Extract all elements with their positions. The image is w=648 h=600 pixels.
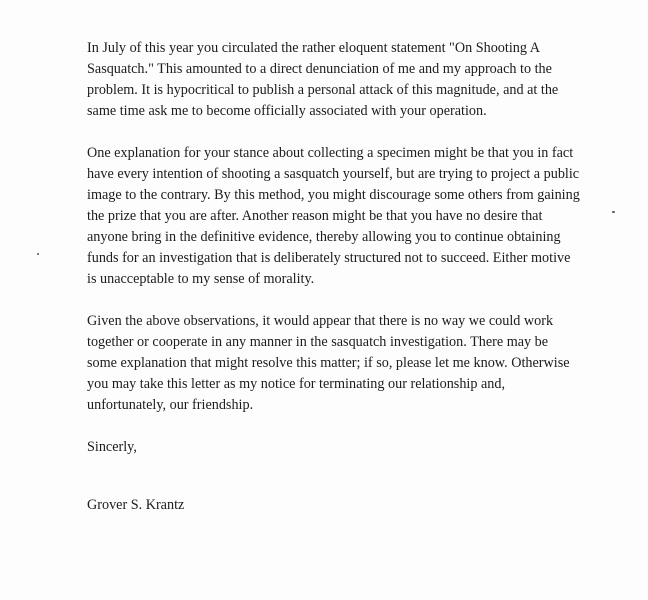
paragraph-line: image to the contrary. By this method, you might discourage some others from gaining	[87, 187, 580, 203]
paragraph-line: problem. It is hypocritical to publish a personal attack of this magnitude, and at the	[87, 82, 559, 98]
paragraph-line: funds for an investigation that is deliberately structured not to succeed. Either motive	[87, 250, 571, 266]
letter-paragraph-1	[87, 38, 607, 122]
paragraph-line: unfortunately, our friendship.	[87, 397, 254, 413]
letter-closing: Sincerly,	[87, 439, 137, 455]
paragraph-line: together or cooperate in any manner in the sasquatch investigation. There may be	[87, 334, 549, 350]
letter-signature: Grover S. Krantz	[87, 497, 185, 513]
paragraph-line: you may take this letter as my notice for terminating our relationship and,	[87, 376, 506, 392]
paragraph-line: have every intention of shooting a sasquatch yourself, but are trying to project a public	[87, 166, 580, 182]
paragraph-line: some explanation that might resolve this matter; if so, please let me know. Otherwise	[87, 355, 570, 371]
letter-paragraph-3	[87, 311, 607, 416]
scan-speck	[37, 253, 39, 255]
paragraph-line: the prize that you are after. Another reason might be that you have no desire that	[87, 208, 543, 224]
paragraph-line: In July of this year you circulated the rather eloquent statement "On Shooting A	[87, 40, 540, 56]
scan-speck	[612, 211, 615, 213]
letter-paragraph-2	[87, 143, 607, 290]
paragraph-line: is unacceptable to my sense of morality.	[87, 271, 315, 287]
paragraph-line: same time ask me to become officially associated with your operation.	[87, 103, 487, 119]
letter-body	[87, 38, 607, 458]
paragraph-line: Given the above observations, it would appear that there is no way we could work	[87, 313, 554, 329]
paragraph-line: anyone bring in the definitive evidence, thereby allowing you to continue obtaining	[87, 229, 561, 245]
paragraph-line: Sasquatch." This amounted to a direct denunciation of me and my approach to the	[87, 61, 552, 77]
paragraph-line: One explanation for your stance about collecting a specimen might be that you in fact	[87, 145, 574, 161]
